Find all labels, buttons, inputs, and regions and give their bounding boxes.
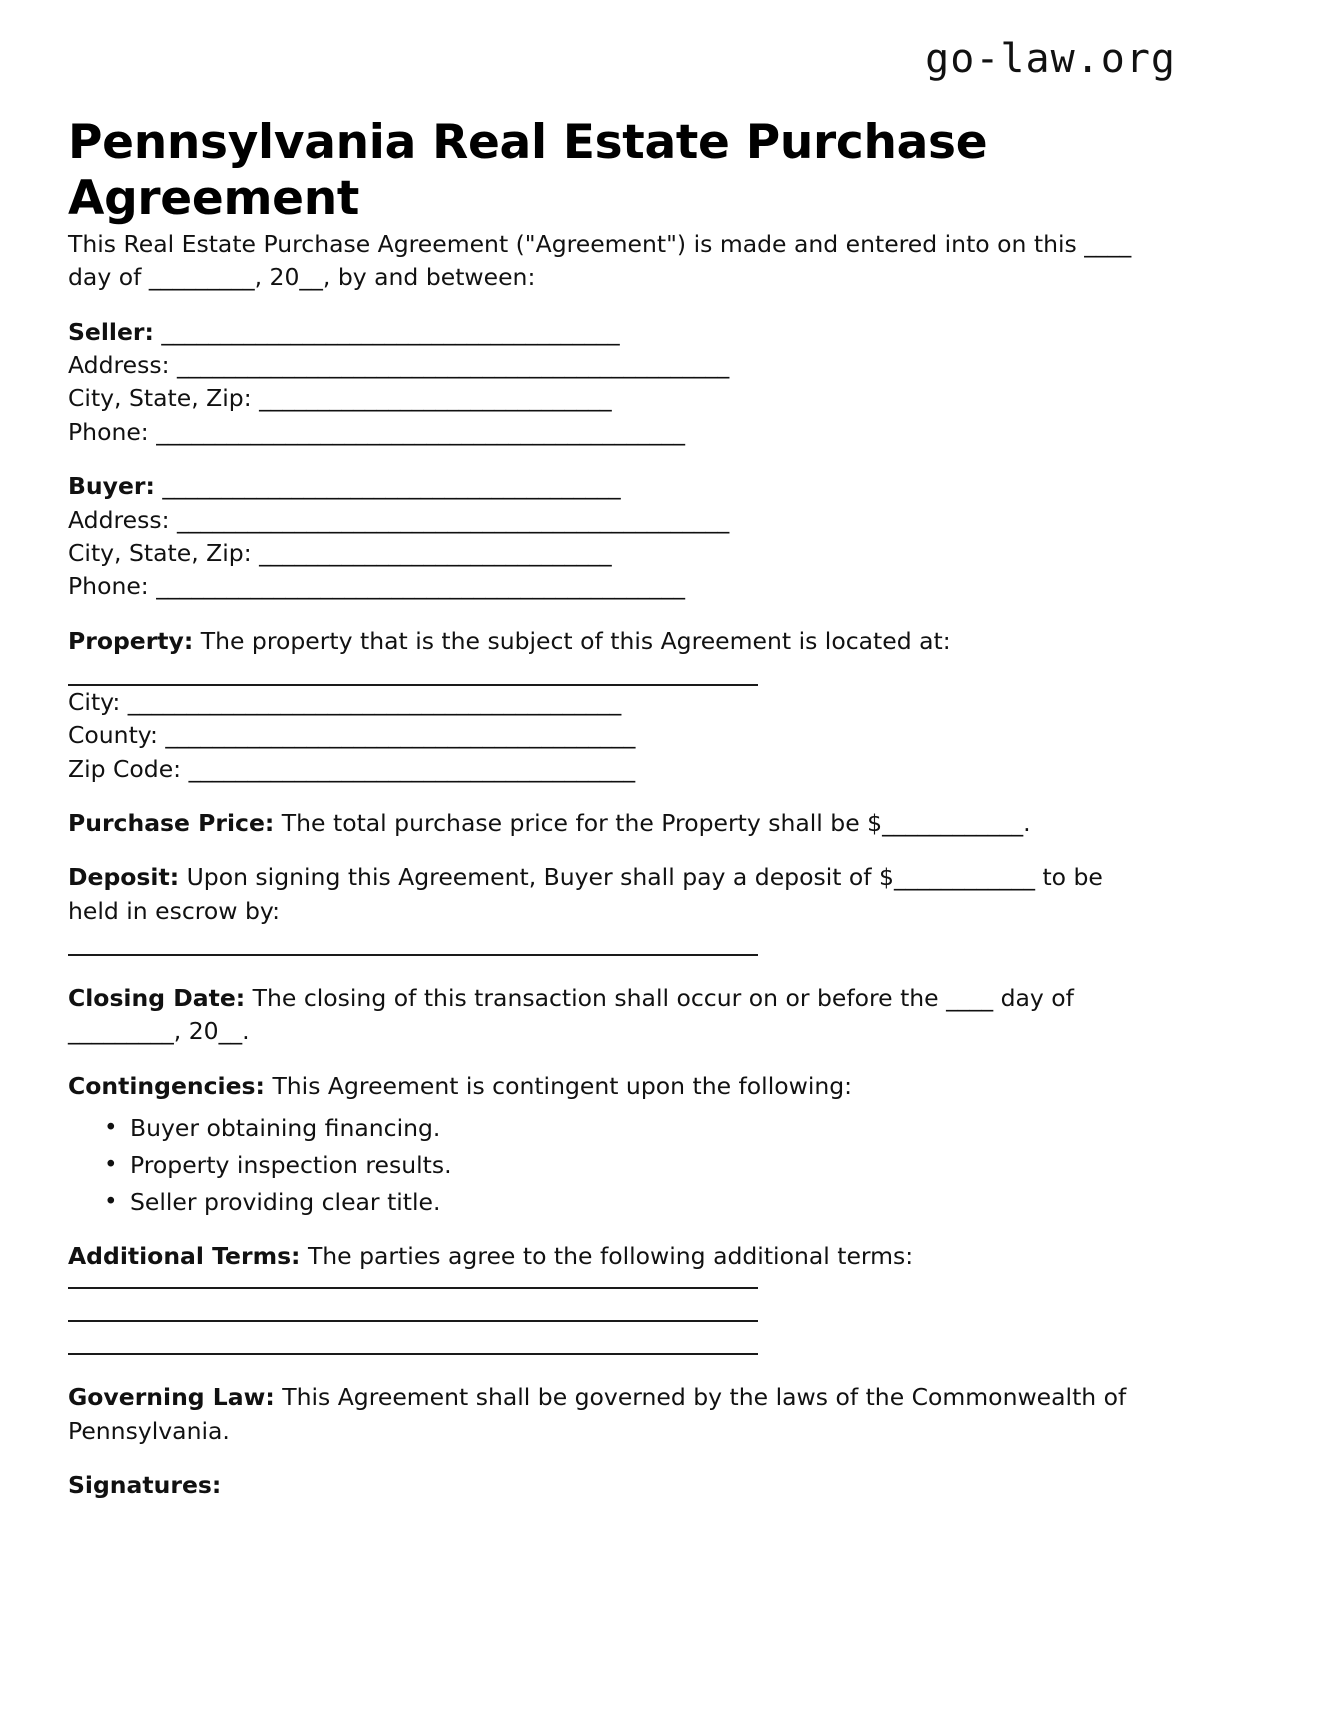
page-title: Pennsylvania Real Estate Purchase Agreement — [68, 115, 988, 226]
contingencies-paragraph — [68, 1070, 1153, 1103]
additional-terms-rule-3[interactable] — [68, 1353, 758, 1355]
escrow-spacer — [68, 956, 1153, 982]
property-county-line — [68, 719, 1153, 752]
site-logo: go-law.org — [925, 36, 1176, 82]
buyer-citystatezip-blank[interactable]: ______________________________ — [259, 538, 612, 567]
seller-address-label: Address: — [68, 351, 170, 380]
property-label: Property: — [68, 626, 194, 655]
seller-name-blank[interactable]: _______________________________________ — [161, 317, 620, 346]
closing-date-label: Closing Date: — [68, 984, 246, 1013]
property-zip-label: Zip Code: — [68, 754, 182, 783]
signatures-heading — [68, 1469, 1153, 1502]
purchase-price-paragraph — [68, 807, 1153, 840]
additional-terms-text: The parties agree to the following additional terms: — [307, 1242, 914, 1271]
contingencies-label: Contingencies: — [68, 1071, 265, 1100]
contingencies-list — [68, 1113, 1153, 1219]
deposit-text-after: to be held in escrow by: — [68, 863, 1103, 925]
property-city-blank[interactable]: __________________________________________ — [127, 687, 622, 716]
deposit-blank[interactable]: ____________ — [893, 863, 1035, 892]
governing-law-text: This Agreement shall be governed by the laws of the Commonwealth of Pennsylvania. — [68, 1383, 1127, 1445]
deposit-text-before: Upon signing this Agreement, Buyer shall pay a deposit of $ — [186, 863, 894, 892]
property-county-label: County: — [68, 721, 158, 750]
deposit-label: Deposit: — [68, 863, 180, 892]
document-body — [68, 228, 1153, 1502]
list-item — [104, 1113, 1153, 1145]
property-zip-blank[interactable]: ______________________________________ — [188, 754, 636, 783]
seller-phone-line — [68, 416, 1153, 449]
purchase-price-blank[interactable]: ____________ — [882, 809, 1024, 838]
list-item-label: Seller providing clear title. — [130, 1188, 441, 1217]
buyer-phone-line — [68, 570, 1153, 603]
bullet-icon: • — [104, 1115, 118, 1142]
buyer-address-line — [68, 504, 1153, 537]
seller-citystatezip-blank[interactable]: ______________________________ — [259, 384, 612, 413]
additional-terms-rule-2[interactable] — [68, 1320, 758, 1322]
seller-label: Seller: — [68, 317, 154, 346]
seller-address-line — [68, 349, 1153, 382]
property-spacer — [68, 658, 1153, 684]
deposit-paragraph — [68, 861, 1153, 928]
seller-address-blank[interactable]: _______________________________________________ — [177, 351, 730, 380]
seller-name-line — [68, 316, 1153, 349]
seller-citystatezip-line — [68, 382, 1153, 415]
additional-terms-label: Additional Terms: — [68, 1242, 301, 1271]
bullet-icon: • — [104, 1152, 118, 1179]
buyer-block — [68, 470, 1153, 603]
deposit-spacer — [68, 928, 1153, 954]
buyer-label: Buyer: — [68, 472, 155, 501]
buyer-phone-blank[interactable]: _____________________________________________ — [156, 572, 685, 601]
list-item — [104, 1150, 1153, 1182]
purchase-price-text: The total purchase price for the Property shall be $ — [281, 809, 883, 838]
seller-phone-blank[interactable]: _____________________________________________ — [156, 417, 685, 446]
contingencies-text: This Agreement is contingent upon the following: — [272, 1071, 853, 1100]
buyer-name-blank[interactable]: _______________________________________ — [162, 472, 621, 501]
governing-law-label: Governing Law: — [68, 1383, 275, 1412]
buyer-citystatezip-label: City, State, Zip: — [68, 538, 252, 567]
list-item-label: Property inspection results. — [130, 1151, 452, 1180]
property-text: The property that is the subject of this Agreement is located at: — [200, 626, 951, 655]
bullet-icon: • — [104, 1189, 118, 1216]
purchase-price-period: . — [1023, 809, 1031, 838]
closing-date-paragraph — [68, 982, 1153, 1049]
seller-block — [68, 316, 1153, 449]
buyer-phone-label: Phone: — [68, 572, 149, 601]
purchase-price-label: Purchase Price: — [68, 809, 275, 838]
property-zip-line — [68, 753, 1153, 786]
closing-date-text: The closing of this transaction shall occur on or before the ____ day of _________, 20__. — [68, 984, 1074, 1046]
buyer-name-line — [68, 470, 1153, 503]
governing-law-paragraph — [68, 1381, 1153, 1448]
buyer-citystatezip-line — [68, 537, 1153, 570]
property-city-label: City: — [68, 687, 121, 716]
additional-terms-rule-1[interactable] — [68, 1287, 758, 1289]
additional-terms-paragraph — [68, 1240, 1153, 1273]
additional-terms-lines — [68, 1287, 1153, 1355]
buyer-address-blank[interactable]: _______________________________________________ — [177, 505, 730, 534]
list-item — [104, 1187, 1153, 1219]
buyer-address-label: Address: — [68, 505, 170, 534]
property-county-blank[interactable]: ________________________________________ — [165, 721, 636, 750]
property-paragraph — [68, 625, 1153, 658]
property-city-line — [68, 686, 1153, 719]
seller-citystatezip-label: City, State, Zip: — [68, 384, 252, 413]
list-item-label: Buyer obtaining financing. — [130, 1114, 441, 1143]
intro-paragraph: This Real Estate Purchase Agreement ("Agreement") is made and entered into on this ____ day of _________, 20__, by and between: — [68, 230, 1132, 292]
signatures-label: Signatures: — [68, 1471, 222, 1500]
seller-phone-label: Phone: — [68, 417, 149, 446]
property-location-block — [68, 686, 1153, 786]
